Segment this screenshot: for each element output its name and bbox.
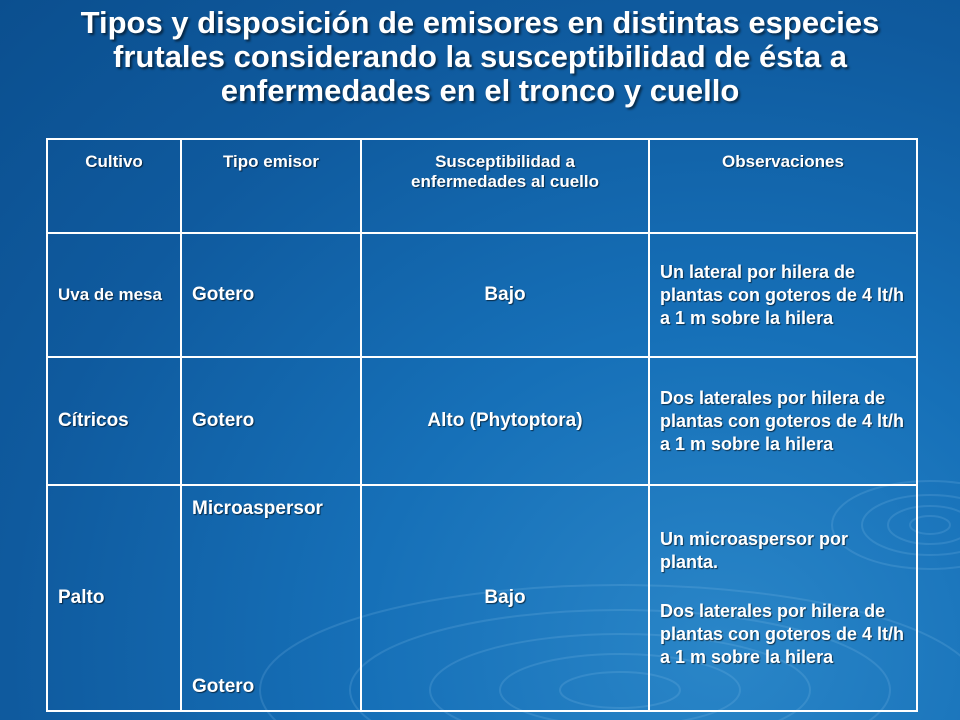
emisores-table: [46, 138, 918, 712]
header-susceptibilidad: [361, 139, 649, 233]
cell-tipo-emisor: [181, 485, 361, 711]
cell-observaciones: Dos laterales por hilera de plantas con goteros de 4 lt/h a 1 m sobre la hilera: [649, 357, 917, 485]
cell-cultivo: Uva de mesa: [47, 233, 181, 357]
table-row: [47, 357, 917, 485]
cell-tipo-emisor-2: Gotero: [192, 676, 255, 697]
table-row: [47, 233, 917, 357]
cell-tipo-emisor-1: Microaspersor: [192, 498, 323, 519]
table-header-row: [47, 139, 917, 233]
cell-observaciones-2: Dos laterales por hilera de plantas con goteros de 4 lt/h a 1 m sobre la hilera: [660, 600, 905, 667]
cell-susceptibilidad: Bajo: [361, 485, 649, 711]
cell-susceptibilidad: Bajo: [361, 233, 649, 357]
header-observaciones: Observaciones: [649, 139, 917, 233]
header-susceptibilidad-line-2: enfermedades al cuello: [410, 172, 600, 191]
cell-tipo-emisor: Gotero: [181, 233, 361, 357]
cell-tipo-emisor: Gotero: [181, 357, 361, 485]
slide-title: [60, 6, 900, 108]
title-line-2: frutales considerando la susceptibilidad de ésta a: [113, 39, 847, 74]
table-row: [47, 485, 917, 711]
cell-susceptibilidad: Alto (Phytoptora): [361, 357, 649, 485]
cell-cultivo: Palto: [47, 485, 181, 711]
cell-observaciones-1: Un microaspersor por planta.: [660, 528, 849, 572]
header-tipo-emisor: Tipo emisor: [181, 139, 361, 233]
header-cultivo: Cultivo: [47, 139, 181, 233]
title-line-3: enfermedades en el tronco y cuello: [220, 73, 740, 108]
cell-observaciones: Un lateral por hilera de plantas con goteros de 4 lt/h a 1 m sobre la hilera: [649, 233, 917, 357]
header-susceptibilidad-line-1: Susceptibilidad a: [435, 152, 575, 171]
cell-cultivo: Cítricos: [47, 357, 181, 485]
cell-observaciones: [649, 485, 917, 711]
title-line-1: Tipos y disposición de emisores en distintas especies: [80, 5, 880, 40]
